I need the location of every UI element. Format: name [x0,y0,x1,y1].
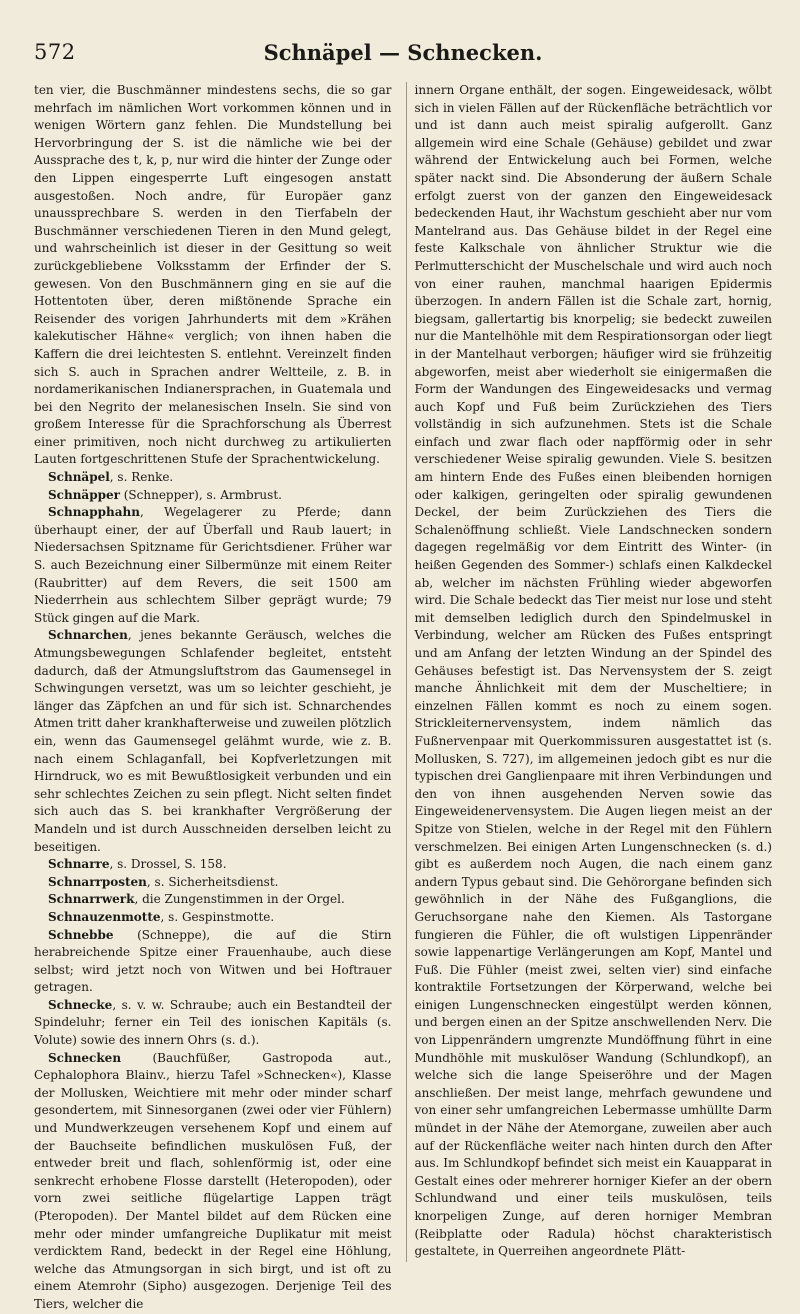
entry-text: innern Organe enthält, der sogen. Eingeweidesack, wölbt sich in vielen Fällen auf der Rückenfläche beträchtlich vor und ist dann auch meist spiralig aufgerollt. Ganz allgemein wird eine Schale (Gehäuse) gebildet und zwar während der Entwickelung auch bei Formen, welche später nackt sind. Die Absonderung der äußern Schale erfolgt zuerst von der ganzen den Eingeweidesack bedeckenden Haut, ihr Wachstum geschieht aber nur vom Mantelrand aus. Das Gehäuse bildet in der Regel eine feste Kalkschale von ähnlicher Struktur wie die Perlmutterschicht der Muschelschale und wird auch noch von einer rauhen, manchmal haarigen Epidermis überzogen. In andern Fällen ist die Schale zart, hornig, biegsam, gallertartig bis knorpelig; sie bedeckt zuweilen nur die Mantelhöhle mit dem Respirationsorgan oder liegt in der Mantelhaut verborgen; häufiger wird sie frühzeitig abgeworfen, meist aber wiederholt sie einigermaßen die Form der Wandungen des Eingeweidesacks und vermag auch Kopf und Fuß beim Zurückziehen des Tiers vollständig in sich aufzunehmen. Stets ist die Schale einfach und zwar flach oder napfförmig oder in sehr verschiedener Weise spiralig gewunden. Viele S. besitzen am hintern Ende des Fußes einen bleibenden hornigen oder kalkigen, geringelten oder spiralig gewundenen Deckel, der beim Zurückziehen des Tiers die Schalenöffnung schließt. Viele Landschnecken sondern dagegen regelmäßig vor dem Eintritt des Winter- (in heißen Gegenden des Sommer-) schlafs einen Kalkdeckel ab, welcher im nächsten Frühling wieder abgeworfen wird. Die Schale bedeckt das Tier meist nur lose und steht mit demselben lediglich durch den Spindelmuskel in Verbindung, welcher am Rücken des Fußes entspringt und am Anfang der letzten Windung an der Spindel des Gehäuses befestigt ist. Das Nervensystem der S. zeigt manche Ähnlichkeit mit dem der Muscheltiere; in einzelnen Fällen kommt es noch zu einem sogen. Strickleiternervensystem, indem nämlich das Fußnervenpaar mit Querkommissuren ausgestattet ist (s. Mollusken, S. 727), im allgemeinen jedoch gibt es nur die typischen drei Ganglienpaare mit ihren Verbindungen und den von ihnen ausgehenden Nerven sowie das Eingeweidenervensystem. Die Augen liegen meist an der Spitze von Stielen, welche in der Regel mit den Fühlern verschmelzen. Bei einigen Arten Lungenschnecken (s. d.) gibt es außerdem noch Augen, die nach einem ganz andern Typus gebaut sind. Die Gehörorgane befinden sich gewöhnlich in der Nähe des Fußganglions, die Geruchsorgane nahe den Kiemen. Als Tastorgane fungieren die Fühler, die oft wulstigen Lippenränder sowie lappenartige Verlängerungen am Kopf, Mantel und Fuß. Die Fühler (meist zwei, selten vier) sind einfache kontraktile Fortsetzungen der Körperwand, welche bei einigen Lungenschnecken eingestülpt werden können, und bergen einen an der Spitze anschwellenden Nerv. Die von Lippenrändern umgrenzte Mundöffnung führt in eine Mundhöhle mit muskulöser Wandung (Schlundkopf), an welche sich die lange Speiseröhre und der Magen anschließen. Der meist lange, mehrfach gewundene und von einer sehr umfangreichen Lebermasse umhüllte Darm mündet in der Nähe der Atemorgane, zuweilen aber auch auf der Rückenfläche weiter nach hinten durch den After aus. Im Schlundkopf befindet sich meist ein Kauapparat in Gestalt eines oder mehrerer horniger Kiefer an der obern Schlundwand und einer teils muskulösen, teils knorpeligen Zunge, auf deren horniger Membran (Reibplatte oder Radula) höchst charakteristisch gestaltete, in Querreihen angeordnete Plätt- [414,83,772,1259]
page-number: 572 [34,40,76,64]
entry-headword: Schnarrposten [48,874,147,889]
entry-headword: Schnarrwerk [48,892,135,907]
entry-headword: Schnapphahn [48,505,140,520]
dictionary-entry [34,856,392,874]
entry-headword: Schnäpper [48,487,120,502]
entry-text: , s. Sicherheitsdienst. [146,874,279,889]
entry-text: , s. Drossel, S. 158. [109,857,227,872]
entry-text: (Bauchfüßer, Gastropoda aut., Cephalophora Blainv., hierzu Tafel »Schnecken«), Klasse der Mollusken, Weichtiere mit mehr oder minder scharf gesondertem, mit Sinnesorganen (zwei oder vier Fühlern) und Mundwerkzeugen versehenem Kopf und einem auf der Bauchseite befindlichen muskulösen Fuß, der entweder breit und flach, sohlenförmig ist, oder eine senkrecht erhobene Flosse darstellt (Heteropoden), oder vorn zwei seitliche flügelartige Lappen trägt (Pteropoden). Der Mantel bildet auf dem Rücken eine mehr oder minder umfangreiche Duplikatur mit meist verdicktem Rand, bedeckt in der Regel eine Höhlung, welche das Atmungsorgan in sich birgt, und ist oft zu einem Atemrohr (Sipho) ausgezogen. Derjenige Teil des Tiers, welcher die [34,1050,392,1311]
running-title: Schnäpel — Schnecken. [263,40,543,65]
entry-text: ten vier, die Buschmänner mindestens sechs, die so gar mehrfach im nämlichen Wort vorkommen können und in wenigen Wörtern ganz fehlen. Die Mundstellung bei Hervorbringung der S. ist die nämliche wie bei der Aussprache des t, k, p, nur wird die hinter der Zunge oder den Lippen eingesperrte Luft eingesogen anstatt ausgestoßen. Noch andre, für Europäer ganz unaussprechbare S. werden in den Tierfabeln der Buschmänner verschiedenen Tieren in den Mund gelegt, und wahrscheinlich ist dieser in der Gesittung so weit zurückgebliebene Volksstamm der Erfinder der S. gewesen. Von den Buschmännern ging en sie auf die Hottentoten über, deren mißtönende Sprache ein Reisender des vorigen Jahrhunderts mit dem »Krähen kalekutischer Hähne« verglich; von ihnen haben die Kaffern die drei leichtesten S. entlehnt. Vereinzelt finden sich S. auch in Sprachen andrer Weltteile, z. B. in nordamerikanischen Indianersprachen, in Guatemala und bei den Negrito der melanesischen Inseln. Sie sind von großem Interesse für die Sprachforschung als Überrest einer primitiven, noch nicht durchweg zu artikulierten Lauten fortgeschrittenen Stufe der Sprachentwickelung. [34,83,392,467]
text-columns [34,82,772,1311]
entry-text: (Schnepper), s. Armbrust. [119,487,282,502]
entry-headword: Schnarre [48,857,110,872]
entry-text: , Wegelagerer zu Pferde; dann überhaupt einer, der auf Überfall und Raub lauert; in Niedersachsen Spitzname für Gerichtsdiener. Früher war S. auch Bezeichnung einer Silbermünze mit einem Reiter (Raubritter) auf dem Revers, die seit 1500 am Niederrhein aus schlechtem Silber geprägt wurde; 79 Stück gingen auf die Mark. [34,505,392,625]
right-column [406,82,773,1262]
entry-text: , s. v. w. Schraube; auch ein Bestandteil der Spindeluhr; ferner ein Teil des ionischen Kapitäls (s. Volute) sowie des innern Ohrs (s. d.). [34,997,392,1048]
entry-text: , jenes bekannte Geräusch, welches die Atmungsbewegungen Schlafender begleitet, entsteht dadurch, daß der Atmungsluftstrom das Gaumensegel in Schwingungen versetzt, was um so leichter geschieht, je länger das Zäpfchen an und für sich ist. Schnarchendes Atmen tritt daher krankhafterweise und zuweilen plötzlich ein, wenn das Gaumensegel gelähmt wurde, wie z. B. nach einem Schlaganfall, bei Kopfverletzungen mit Hirndruck, wo es mit Bewußtlosigkeit verbunden und ein sehr schlechtes Zeichen zu sein pflegt. Nicht selten findet sich auch das S. bei krankhafter Vergrößerung der Mandeln und ist durch Ausschneiden derselben leicht zu beseitigen. [34,628,392,854]
dictionary-entry [34,997,392,1050]
entry-headword: Schnäpel [48,470,110,485]
entry-headword: Schnebbe [48,927,114,942]
entry-text: , s. Gespinstmotte. [160,909,275,924]
entry-headword: Schnecke [48,997,113,1012]
dictionary-entry [34,627,392,856]
dictionary-entry [34,927,392,997]
entry-headword: Schnauzenmotte [48,909,161,924]
page-header [34,40,772,70]
entry-text: , s. Renke. [109,470,174,485]
dictionary-entry [415,82,773,1261]
dictionary-entry [34,82,392,469]
dictionary-entry [34,504,392,627]
dictionary-entry [34,891,392,909]
dictionary-entry [34,874,392,892]
dictionary-entry [34,469,392,487]
dictionary-entry [34,1050,392,1314]
entry-text: (Schneppe), die auf die Stirn herabreichende Spitze einer Frauenhaube, auch diese selbst; wird jetzt noch von Witwen und bei Hoftrauer getragen. [34,927,392,995]
entry-headword: Schnarchen [48,628,128,643]
left-column [34,82,392,1311]
dictionary-entry [34,487,392,505]
entry-text: , die Zungenstimmen in der Orgel. [134,892,345,907]
entry-headword: Schnecken [48,1050,122,1065]
dictionary-entry [34,909,392,927]
